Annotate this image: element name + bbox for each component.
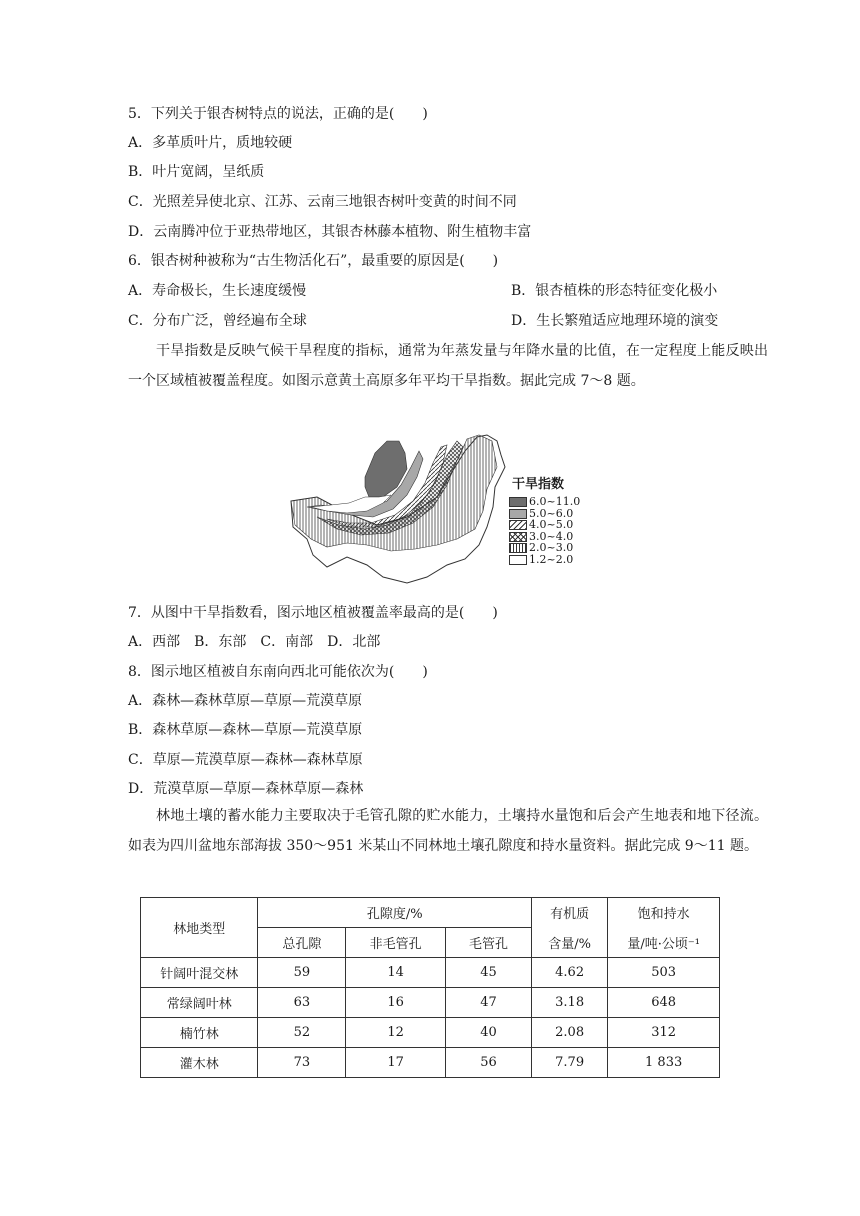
soil-porosity-table [140,897,720,1078]
legend-label: 3.0~4.0 [529,529,574,543]
table-cell: 503 [608,958,720,988]
legend-label: 5.0~6.0 [529,506,574,520]
table-cell: 17 [346,1048,446,1078]
th-noncapillary-pore: 非毛管孔 [346,928,446,958]
table-row [141,1048,720,1078]
q8-option-d: D．荒漠草原—草原—森林草原—森林 [128,781,364,797]
legend-swatch [509,509,527,519]
legend-label: 1.2~2.0 [529,552,574,566]
q8-stem: 8．图示地区植被自东南向西北可能依次为( ) [128,664,428,680]
q5-option-b: B．叶片宽阔，呈纸质 [128,164,265,180]
th-capillary-pore: 毛管孔 [446,928,532,958]
q5-option-d: D．云南腾冲位于亚热带地区，其银杏林藤本植物、附生植物丰富 [128,224,532,240]
table-cell: 56 [446,1048,532,1078]
q5-option-c: C．光照差异使北京、江苏、云南三地银杏树叶变黄的时间不同 [128,194,517,210]
q6-option-a: A．寿命极长，生长速度缓慢 [128,283,307,299]
table-cell: 16 [346,988,446,1018]
table-cell: 73 [258,1048,346,1078]
intro-7-8: 干旱指数是反映气候干旱程度的指标，通常为年蒸发量与年降水量的比值，在一定程度上能反映出一个区域植被覆盖程度。如图示意黄土高原多年平均干旱指数。据此完成 7～8 题。 [128,343,768,389]
legend-swatch [509,520,527,530]
table-cell: 45 [446,958,532,988]
q8-option-b: B．森林草原—森林—草原—荒漠草原 [128,722,363,738]
q6-option-d: D．生长繁殖适应地理环境的演变 [511,313,719,329]
th-water-2: 量/吨·公顷⁻¹ [608,928,720,958]
table-cell: 1 833 [608,1048,720,1078]
q5-stem: 5．下列关于银杏树特点的说法，正确的是( ) [128,106,428,122]
th-total-pore: 总孔隙 [258,928,346,958]
q7-stem: 7．从图中干旱指数看，图示地区植被覆盖率最高的是( ) [128,605,498,621]
legend-swatch [509,532,527,542]
q5-option-a: A．多革质叶片，质地较硬 [128,135,293,151]
table-row [141,958,720,988]
table-cell: 常绿阔叶林 [141,988,258,1018]
table-row [141,988,720,1018]
th-organic-1: 有机质 [531,898,607,928]
table-cell: 40 [446,1018,532,1048]
table-cell: 针阔叶混交林 [141,958,258,988]
table-cell: 楠竹林 [141,1018,258,1048]
table-cell: 14 [346,958,446,988]
q8-option-a: A．森林—森林草原—草原—荒漠草原 [128,693,363,709]
table-cell: 648 [608,988,720,1018]
table-cell: 52 [258,1018,346,1048]
table-cell: 12 [346,1018,446,1048]
legend-swatch [509,555,527,565]
table-cell: 灌木林 [141,1048,258,1078]
table-cell: 59 [258,958,346,988]
legend-swatch [509,497,527,507]
legend-swatch [509,543,527,553]
table-cell: 3.18 [531,988,607,1018]
th-forest-type: 林地类型 [141,898,258,958]
th-water-1: 饱和持水 [608,898,720,928]
q6-option-c: C．分布广泛，曾经遍布全球 [128,313,307,329]
legend-item [509,554,573,566]
th-porosity: 孔隙度/% [258,898,532,928]
legend-label: 6.0~11.0 [529,495,581,508]
table-cell: 312 [608,1018,720,1048]
q6-option-b: B．银杏植株的形态特征变化极小 [511,283,718,299]
table-row [141,1018,720,1048]
legend-label: 4.0~5.0 [529,518,574,531]
q7-options: A．西部 B．东部 C．南部 D．北部 [128,634,381,650]
q6-options-row2 [128,311,719,331]
q6-options-row1 [128,281,718,301]
table-cell: 4.62 [531,958,607,988]
legend-label: 2.0~3.0 [529,541,574,554]
intro-9-11: 林地土壤的蓄水能力主要取决于毛管孔隙的贮水能力，土壤持水量饱和后会产生地表和地下径流。如表为四川盆地东部海拔 350～951 米某山不同林地土壤孔隙度和持水量资料。据此完成 9～11 题。 [128,808,768,854]
table-cell: 63 [258,988,346,1018]
th-organic-2: 含量/% [531,928,607,958]
table-cell: 47 [446,988,532,1018]
legend-title: 干旱指数 [512,477,565,492]
table-cell: 7.79 [531,1048,607,1078]
q8-option-c: C．草原—荒漠草原—森林—森林草原 [128,752,363,768]
table-body [141,958,720,1078]
q6-stem: 6．银杏树种被称为“古生物活化石”，最重要的原因是( ) [128,253,499,269]
table-cell: 2.08 [531,1018,607,1048]
